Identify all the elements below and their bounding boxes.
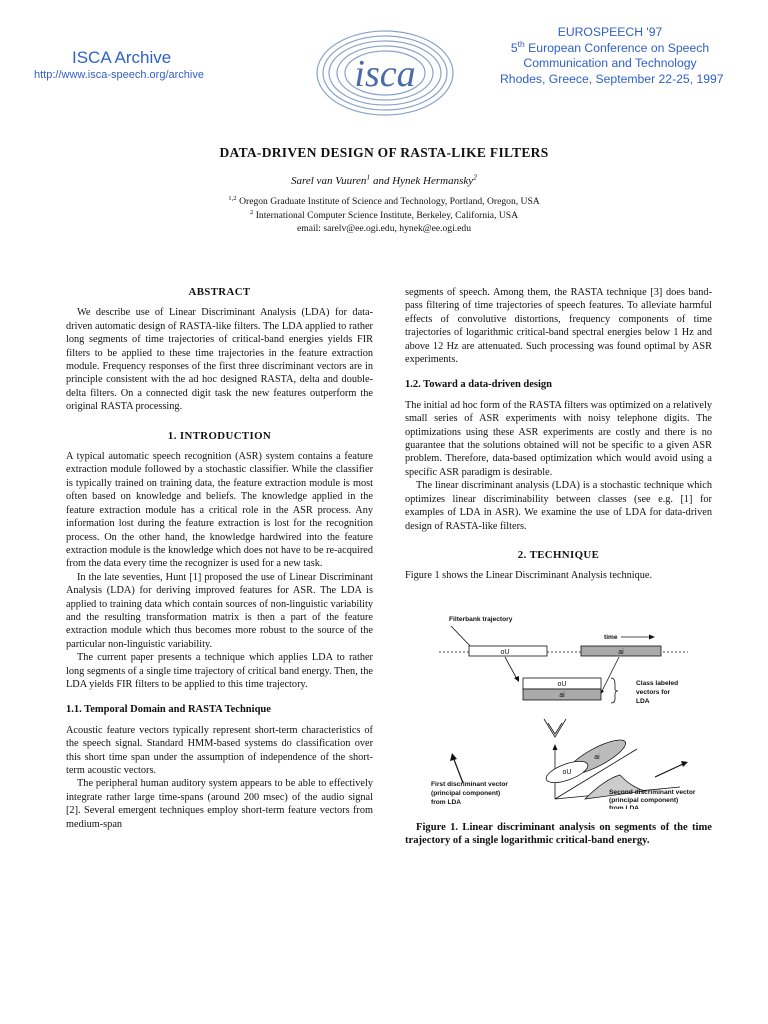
author-1: Sarel van Vuuren [291,175,367,187]
label-class-1: Class labeled [636,679,679,687]
first-vector-arrow [453,757,463,783]
archive-title: ISCA Archive [72,48,172,67]
affiliation-1-text: Oregon Graduate Institute of Science and Technology, Portland, Oregon, USA [236,196,540,207]
logo-text: isca [354,53,416,95]
section-2-heading: 2. TECHNIQUE [517,548,600,561]
second-vector-arrow [655,764,683,777]
label-class-2: vectors for [636,688,671,696]
affiliation-2-sup: 2 [249,208,254,216]
label-class-3: LDA [636,697,650,705]
label-first-vector-2: (principal component) [431,789,501,797]
label-first-vector-1: First discriminant vector [431,780,508,788]
ai-arrow [601,657,619,693]
figure-1-caption: Figure 1. Linear discriminant analysis on segments of the time trajectory of a single logarithmic critical-band energy. [405,821,712,847]
down-arrow [544,719,566,737]
conference-number-suffix: th [517,38,525,49]
intro-paragraph-1: A typical automatic speech recognition (ASR) system contains a feature extraction module followed by a stochastic classifier. While the classifier is typically trained on training data, the feature extraction module is most often based on knowledge and beliefs. The knowledge applied in the feature extraction module has a critical role in the ASR process. Any information lost during the feature extraction is lost for the recognition process. On the other hand, the knowledge hardwired into the feature extraction module is the knowledge which does not have to be re-acquired from the data every time the recognizer is used for a new task. [66,451,373,570]
first-vector-arrowhead [450,753,457,761]
section-1-2-heading: 1.2. Toward a data-driven design [405,379,553,391]
archive-url-link[interactable]: http://www.isca-speech.org/archive [34,69,204,81]
ou-arrow [505,657,517,679]
isca-logo [310,26,460,121]
affiliations [0,195,768,236]
author-1-sup: 1 [366,172,371,182]
affiliation-2 [0,209,768,223]
conference-subtitle-2: Communication and Technology [523,56,697,70]
figure-1-diagram [405,599,712,809]
segment-ou-label: oU [500,648,510,656]
conference-subtitle [500,38,720,57]
axis-vertical-arrowhead [553,744,558,750]
conference-info [500,25,724,87]
author-2: Hynek Hermansky [392,175,474,187]
class-vector-ai-label: ai [559,691,565,699]
cluster-ou-label: oU [562,768,572,776]
second-vector-arrowhead [681,761,688,767]
conference-location-date: Rhodes, Greece, September 22-25, 1997 [500,71,724,86]
label-filterbank-trajectory: Filterbank trajectory [449,615,513,623]
right-paragraph-1: segments of speech. Among them, the RASTA technique [3] does band-pass filtering of time trajectories of speech features. To alleviate harmful effects of convolutive distortions, frequency components of time trajectories of logarithmic critical-band spectral energies below 1 Hz and above 12 Hz are attenuated. Such processing was found optimal by ASR experiments. [405,287,712,366]
section-1-1-paragraph-2: The peripheral human auditory system appears to be able to effectively integrate rather large time-spans (around 200 msec) of the audio signal [2]. Several emergent techniques employ short-term feature vectors from medium-span [66,778,373,830]
label-first-vector-3: from LDA [431,798,462,806]
affiliation-1 [0,195,768,209]
section-2-paragraph-1: Figure 1 shows the Linear Discriminant Analysis technique. [405,570,653,582]
left-column [66,286,373,831]
section-1-1-heading: 1.1. Temporal Domain and RASTA Technique [66,704,271,716]
intro-paragraph-2: In the late seventies, Hunt [1] proposed the use of Linear Discriminant Analysis (LDA) for deriving improved features for ASR. The LDA is applied to training data which contain sources of non-linguistic variability and the resulting transformation matrix is then a part of the feature extraction module which thus becomes more robust to the source of the particular non-linguistic variability. [66,571,373,650]
section-1-heading: 1. INTRODUCTION [167,429,272,442]
class-brace [611,678,618,703]
conference-subtitle-rest: European Conference on Speech [524,40,710,55]
trajectory-pointer [451,626,473,649]
section-1-2-paragraph-1: The initial ad hoc form of the RASTA filters was optimized on a relatively small series of ASR experiments with noisy telephone digits. The optimizations using these ASR experiments are costly and there is no guarantee that the solutions obtained will not be specific to a given ASR problem. Therefore, data-based optimization which would avoid using a specific ASR paradigm is desirable. [405,399,712,478]
ou-arrowhead [514,676,519,682]
section-1-1-paragraph-1: Acoustic feature vectors typically represent short-term characteristics of the speech signal. Standard HMM-based systems do classification over this short time span under the assumption of independence of the short-term acoustic vectors. [66,724,373,776]
section-1-2-paragraph-2: The linear discriminant analysis (LDA) is a stochastic technique which optimizes linear discriminability between classes (see e.g. [1] for examples of LDA in ASR). We examine the use of LDA for data-driven design of RASTA-like filters. [405,480,712,532]
author-2-sup: 2 [473,172,477,182]
author-and: and [370,175,393,187]
affiliation-1-sup: 1,2 [228,194,237,202]
right-column [405,286,712,848]
email: email: sarelv@ee.ogi.edu, hynek@ee.ogi.edu [296,223,472,234]
authors [0,172,768,187]
time-arrowhead [649,634,655,639]
label-time: time [604,633,618,641]
abstract-text: We describe use of Linear Discriminant Analysis (LDA) for data-driven automatic design of RASTA-like filters. The LDA applied to rather long segments of time trajectories of critical-band energies yields FIR filters to be applied to these time trajectories in the feature extraction module. Frequency responses of the first three discriminant vectors are in principle consistent with the ad hoc designed RASTA, delta and double-delta filters. On a connected digit task the new features outperform the original RASTA processing. [66,307,373,413]
affiliation-2-text: International Computer Science Institute, Berkeley, California, USA [253,209,519,221]
conference-name: EUROSPEECH '97 [557,25,663,39]
label-second-vector-2: (principal component) [609,796,679,804]
label-second-vector-3: from LDA [609,804,640,809]
label-second-vector-1: Second discriminant vector [609,788,696,796]
abstract-heading: ABSTRACT [188,286,251,298]
class-vector-ou-label: oU [557,680,567,688]
conference-number: 5 [510,40,518,55]
paper-title: DATA-DRIVEN DESIGN OF RASTA-LIKE FILTERS [219,145,549,160]
segment-ai-label: ai [618,648,624,656]
intro-paragraph-3: The current paper presents a technique which applies LDA to rather long segments of a single time trajectory of critical band energy. Then, the LDA yields FIR filters to be applied to this time trajectory. [66,652,373,690]
cluster-ai-label: ai [594,753,600,761]
